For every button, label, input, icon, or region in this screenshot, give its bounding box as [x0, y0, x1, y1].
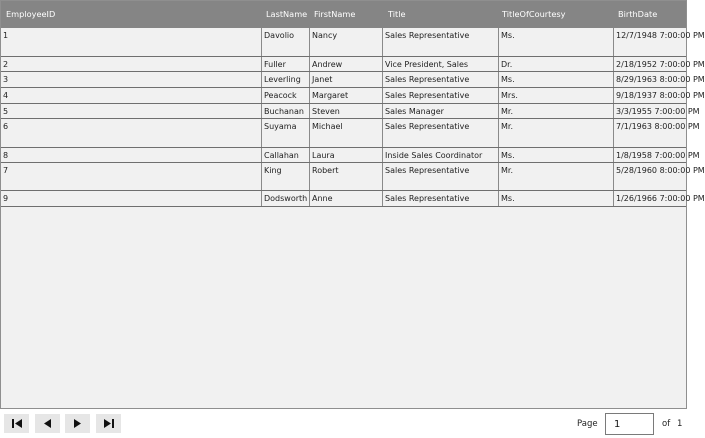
cell-lastname[interactable]: Suyama — [262, 119, 310, 147]
cell-titleofcourtesy[interactable]: Ms. — [499, 191, 614, 206]
cell-title[interactable]: Sales Representative — [383, 191, 499, 206]
cell-firstname[interactable]: Nancy — [310, 28, 383, 56]
cell-birthdate[interactable]: 8/29/1963 8:00:00 PM — [616, 75, 705, 84]
cell-birthdate[interactable]: 9/18/1937 8:00:00 PM — [616, 91, 705, 100]
first-page-icon — [12, 419, 22, 428]
first-page-button[interactable] — [4, 414, 29, 433]
cell-lastname[interactable]: Leverling — [262, 72, 310, 87]
cell-employeeid[interactable]: 7 — [1, 163, 262, 190]
cell-firstname[interactable]: Laura — [310, 148, 383, 162]
table-row[interactable] — [1, 163, 705, 191]
cell-titleofcourtesy[interactable]: Ms. — [499, 148, 614, 162]
previous-page-icon — [44, 419, 51, 428]
cell-title[interactable]: Inside Sales Coordinator — [383, 148, 499, 162]
cell-birthdate[interactable]: 2/18/1952 7:00:00 PM — [616, 60, 705, 69]
cell-firstname[interactable]: Michael — [310, 119, 383, 147]
cell-title[interactable]: Sales Representative — [383, 72, 499, 87]
cell-firstname[interactable]: Andrew — [310, 57, 383, 71]
cell-employeeid[interactable]: 3 — [1, 72, 262, 87]
cell-titleofcourtesy[interactable]: Mrs. — [499, 88, 614, 103]
cell-firstname[interactable]: Janet — [310, 72, 383, 87]
cell-firstname[interactable]: Steven — [310, 104, 383, 118]
cell-lastname[interactable]: Peacock — [262, 88, 310, 103]
cell-birthdate[interactable]: 1/26/1966 7:00:00 PM — [616, 194, 705, 203]
cell-birthdate[interactable]: 1/8/1958 7:00:00 PM — [616, 151, 700, 160]
table-row[interactable] — [1, 119, 700, 148]
table-row[interactable] — [1, 104, 700, 119]
table-row[interactable] — [1, 28, 705, 57]
column-header-birthdate[interactable]: BirthDate — [618, 9, 658, 19]
cell-birthdate[interactable]: 5/28/1960 8:00:00 PM — [616, 166, 705, 175]
cell-titleofcourtesy[interactable]: Mr. — [499, 119, 614, 147]
cell-title[interactable]: Sales Representative — [383, 119, 499, 147]
column-header-titleofcourtesy[interactable]: TitleOfCourtesy — [502, 9, 566, 19]
cell-lastname[interactable]: Dodsworth — [262, 191, 310, 206]
column-header-firstname[interactable]: FirstName — [314, 9, 356, 19]
column-header-employeeid[interactable]: EmployeeID — [6, 9, 56, 19]
column-header-lastname[interactable]: LastName — [266, 9, 308, 19]
cell-employeeid[interactable]: 4 — [1, 88, 262, 103]
cell-birthdate[interactable]: 7/1/1963 8:00:00 PM — [616, 122, 700, 131]
last-page-button[interactable] — [96, 414, 121, 433]
cell-title[interactable]: Sales Representative — [383, 163, 499, 190]
previous-page-button[interactable] — [35, 414, 60, 433]
cell-firstname[interactable]: Robert — [310, 163, 383, 190]
cell-employeeid[interactable]: 9 — [1, 191, 262, 206]
cell-titleofcourtesy[interactable]: Ms. — [499, 72, 614, 87]
cell-title[interactable]: Sales Representative — [383, 88, 499, 103]
cell-employeeid[interactable]: 5 — [1, 104, 262, 118]
next-page-button[interactable] — [65, 414, 90, 433]
total-pages: 1 — [677, 419, 683, 429]
cell-lastname[interactable]: King — [262, 163, 310, 190]
cell-lastname[interactable]: Buchanan — [262, 104, 310, 118]
cell-titleofcourtesy[interactable]: Ms. — [499, 28, 614, 56]
cell-title[interactable]: Sales Manager — [383, 104, 499, 118]
table-row[interactable] — [1, 191, 705, 207]
cell-employeeid[interactable]: 1 — [1, 28, 262, 56]
cell-employeeid[interactable]: 6 — [1, 119, 262, 147]
grid-header — [1, 1, 686, 28]
cell-lastname[interactable]: Fuller — [262, 57, 310, 71]
cell-birthdate[interactable]: 3/3/1955 7:00:00 PM — [616, 107, 700, 116]
cell-employeeid[interactable]: 8 — [1, 148, 262, 162]
cell-lastname[interactable]: Davolio — [262, 28, 310, 56]
cell-firstname[interactable]: Anne — [310, 191, 383, 206]
table-row[interactable] — [1, 57, 705, 72]
cell-titleofcourtesy[interactable]: Mr. — [499, 104, 614, 118]
page-label: Page — [577, 419, 598, 429]
cell-firstname[interactable]: Margaret — [310, 88, 383, 103]
current-page-input[interactable] — [605, 413, 654, 435]
table-row[interactable] — [1, 72, 705, 88]
cell-title[interactable]: Sales Representative — [383, 28, 499, 56]
next-page-icon — [74, 419, 81, 428]
column-header-title[interactable]: Title — [388, 9, 406, 19]
cell-titleofcourtesy[interactable]: Dr. — [499, 57, 614, 71]
of-label: of — [662, 419, 671, 429]
cell-lastname[interactable]: Callahan — [262, 148, 310, 162]
last-page-icon — [104, 419, 114, 428]
cell-title[interactable]: Vice President, Sales — [383, 57, 499, 71]
table-row[interactable] — [1, 148, 700, 163]
cell-titleofcourtesy[interactable]: Mr. — [499, 163, 614, 190]
cell-employeeid[interactable]: 2 — [1, 57, 262, 71]
cell-birthdate[interactable]: 12/7/1948 7:00:00 PM — [616, 31, 705, 40]
table-row[interactable] — [1, 88, 705, 104]
pager-bar — [0, 409, 687, 438]
